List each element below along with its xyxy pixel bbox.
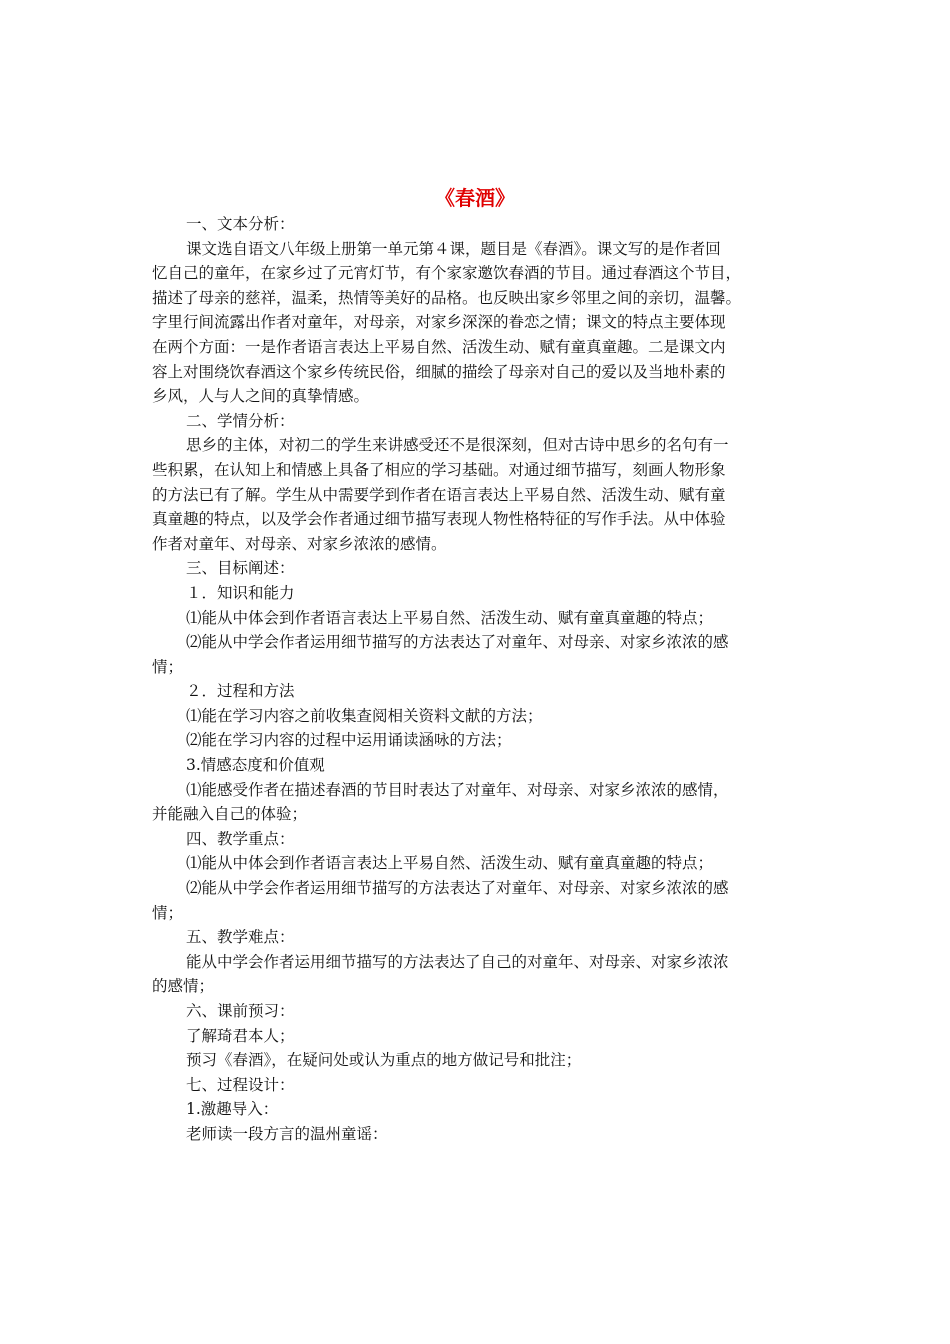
text-line: ⑵能从中学会作者运用细节描写的方法表达了对童年、对母亲、对家乡浓浓的感 — [186, 633, 729, 652]
text-line: 在两个方面：一是作者语言表达上平易自然、活泼生动、赋有童真童趣。二是课文内 — [152, 337, 726, 356]
text-line: ⑴能从中体会到作者语言表达上平易自然、活泼生动、赋有童真童趣的特点； — [186, 608, 714, 627]
text-line: ⑵能在学习内容的过程中运用诵读涵咏的方法； — [186, 731, 512, 750]
text-line: 3.情感态度和价值观 — [186, 756, 325, 775]
document-title: 《春酒》 — [435, 186, 515, 210]
text-line: 四、教学重点： — [186, 829, 295, 848]
text-line: 的感情； — [152, 977, 215, 996]
text-line: 忆自己的童年，在家乡过了元宵灯节，有个家家邀饮春酒的节目。通过春酒这个节目， — [152, 264, 742, 283]
text-line: 情； — [152, 903, 184, 922]
text-line: 的方法已有了解。学生从中需要学到作者在语言表达上平易自然、活泼生动、赋有童 — [152, 485, 726, 504]
text-line: 二、学情分析： — [186, 411, 295, 430]
text-line: ⑴能从中体会到作者语言表达上平易自然、活泼生动、赋有童真童趣的特点； — [186, 854, 714, 873]
text-line: 思乡的主体，对初二的学生来讲感受还不是很深刻，但对古诗中思乡的名句有一 — [186, 436, 729, 455]
text-line: 三、目标阐述： — [186, 559, 295, 578]
text-line: ⑴能在学习内容之前收集查阅相关资料文献的方法； — [186, 706, 543, 725]
text-line: ⑴能感受作者在描述春酒的节目时表达了对童年、对母亲、对家乡浓浓的感情， — [186, 780, 729, 799]
text-line: 一、文本分析： — [186, 215, 295, 233]
text-line: 老师读一段方言的温州童谣： — [186, 1124, 388, 1143]
text-line: 描述了母亲的慈祥，温柔，热情等美好的品格。也反映出家乡邻里之间的亲切，温馨。 — [152, 288, 742, 307]
text-line: 七、过程设计： — [186, 1075, 295, 1094]
text-line: 五、教学难点： — [186, 928, 295, 947]
text-line: 作者对童年、对母亲、对家乡浓浓的感情。 — [152, 534, 447, 553]
text-line: 1.激趣导入： — [186, 1100, 279, 1119]
text-line: 并能融入自己的体验； — [152, 805, 308, 824]
text-line: 情； — [152, 657, 184, 676]
text-line: 课文选自语文八年级上册第一单元第４课，题目是《春酒》。课文写的是作者回 — [186, 239, 721, 258]
text-line: 真童趣的特点，以及学会作者通过细节描写表现人物性格特征的写作手法。从中体验 — [152, 510, 726, 529]
text-line: 字里行间流露出作者对童年，对母亲，对家乡深深的眷恋之情；课文的特点主要体现 — [152, 313, 726, 332]
text-line: 六、课前预习： — [186, 1002, 295, 1020]
text-line: 乡风，人与人之间的真挚情感。 — [152, 387, 370, 406]
text-line: 容上对围绕饮春酒这个家乡传统民俗，细腻的描绘了母亲对自己的爱以及当地朴素的 — [152, 362, 726, 381]
text-line: １．知识和能力 — [186, 583, 295, 602]
text-line: ２．过程和方法 — [186, 682, 295, 701]
text-line: 些积累，在认知上和情感上具备了相应的学习基础。对通过细节描写，刻画人物形象 — [152, 460, 726, 479]
text-line: 预习《春酒》，在疑问处或认为重点的地方做记号和批注； — [186, 1051, 582, 1070]
document-body — [152, 212, 802, 1147]
text-line: 能从中学会作者运用细节描写的方法表达了自己的对童年、对母亲、对家乡浓浓 — [186, 952, 729, 971]
text-line: 了解琦君本人； — [186, 1026, 295, 1045]
text-line: ⑵能从中学会作者运用细节描写的方法表达了对童年、对母亲、对家乡浓浓的感 — [186, 879, 729, 898]
